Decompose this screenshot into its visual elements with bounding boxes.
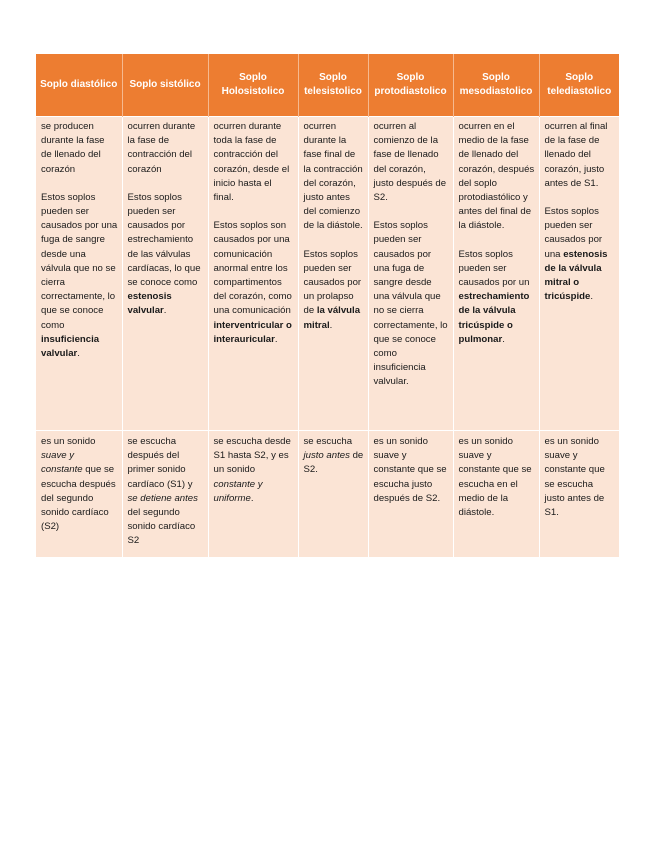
cause-emphasis: interventricular o interauricular <box>213 319 292 345</box>
cause-emphasis: insuficiencia valvular <box>41 333 100 360</box>
heart-murmurs-table <box>36 54 619 557</box>
sound-cell: es un sonido suave y constante que se escucha justo antes de S1. <box>539 431 619 558</box>
header-row <box>36 54 619 117</box>
header-cell: Soplo Holosistolico <box>208 54 298 117</box>
description-cell <box>208 117 298 431</box>
cause-text: Estos soplos pueden ser causados por una estenosis de la válvula mitral o tricúspide. <box>544 206 608 303</box>
sound-cell: es un sonido suave y constante que se escucha en el medio de la diástole. <box>453 431 539 558</box>
sound-emphasis: constante y uniforme <box>213 478 263 504</box>
description-cell <box>298 117 368 431</box>
description-text: ocurren durante toda la fase de contracción del corazón, desde el inicio hasta el final. <box>213 121 290 204</box>
sound-emphasis: se detiene antes <box>127 492 198 504</box>
description-text: ocurren en el medio de la fase de llenado del corazón, después del soplo protodiastólico y antes del final de la diástole. <box>458 121 535 232</box>
description-cell <box>122 117 208 431</box>
sound-emphasis: suave y constante <box>41 450 83 476</box>
sound-cell: se escucha después del primer sonido cardíaco (S1) y se detiene antes del segundo sonido cardíaco S2 <box>122 431 208 558</box>
header-cell: Soplo telediastolico <box>539 54 619 117</box>
description-row <box>36 117 619 431</box>
description-text: ocurren durante la fase final de la contracción del corazón, justo antes del comienzo de la diástole. <box>303 121 363 232</box>
cause-text: Estos soplos pueden ser causados por estrechamiento de las válvulas cardíacas, lo que se conoce como estenosis valvular. <box>127 191 201 317</box>
description-text: ocurren al comienzo de la fase de llenado del corazón, justo después de S2. <box>373 121 447 204</box>
sound-cell: es un sonido suave y constante que se escucha después del segundo sonido cardíaco (S2) <box>36 431 122 558</box>
description-cell <box>453 117 539 431</box>
description-text: ocurren durante la fase de contracción del corazón <box>127 121 196 175</box>
header-cell: Soplo telesistolico <box>298 54 368 117</box>
cause-text: Estos soplos son causados por una comunicación anormal entre los compartimentos del corazón, como una comunicación interventricular o interauricular. <box>213 220 292 345</box>
description-cell <box>539 117 619 431</box>
description-text: se producen durante la fase de llenado del corazón <box>41 121 105 175</box>
cause-emphasis: estenosis valvular <box>127 291 172 317</box>
sound-emphasis: justo antes <box>303 450 350 462</box>
header-cell: Soplo protodiastolico <box>368 54 453 117</box>
cause-text: Estos soplos pueden ser causados por un estrechamiento de la válvula tricúspide o pulmonar. <box>458 248 530 345</box>
cause-text: Estos soplos pueden ser causados por una fuga de sangre desde una válvula que no se cierra correctamente, lo que se conoce como insuficiencia valvular. <box>373 220 448 388</box>
cause-text: Estos soplos pueden ser causados por una fuga de sangre desde una válvula que no se cierra correctamente, lo que se conoce como insuficiencia valvular. <box>41 191 118 360</box>
description-cell <box>368 117 453 431</box>
sound-cell: se escucha desde S1 hasta S2, y es un sonido constante y uniforme. <box>208 431 298 558</box>
sound-row <box>36 431 619 558</box>
header-cell: Soplo sistólico <box>122 54 208 117</box>
cause-emphasis: estrechamiento de la válvula tricúspide o pulmonar <box>458 291 530 345</box>
description-text: ocurren al final de la fase de llenado del corazón, justo antes de S1. <box>544 121 608 189</box>
sound-cell: es un sonido suave y constante que se escucha justo después de S2. <box>368 431 453 558</box>
header-cell: Soplo diastólico <box>36 54 122 117</box>
cause-emphasis: la válvula mitral <box>303 305 361 331</box>
description-cell <box>36 117 122 431</box>
cause-emphasis: estenosis de la válvula mitral o tricúspide <box>544 248 608 303</box>
cause-text: Estos soplos pueden ser causados por un prolapso de la válvula mitral. <box>303 248 362 331</box>
header-cell: Soplo mesodiastolico <box>453 54 539 117</box>
sound-cell: se escucha justo antes de S2. <box>298 431 368 558</box>
